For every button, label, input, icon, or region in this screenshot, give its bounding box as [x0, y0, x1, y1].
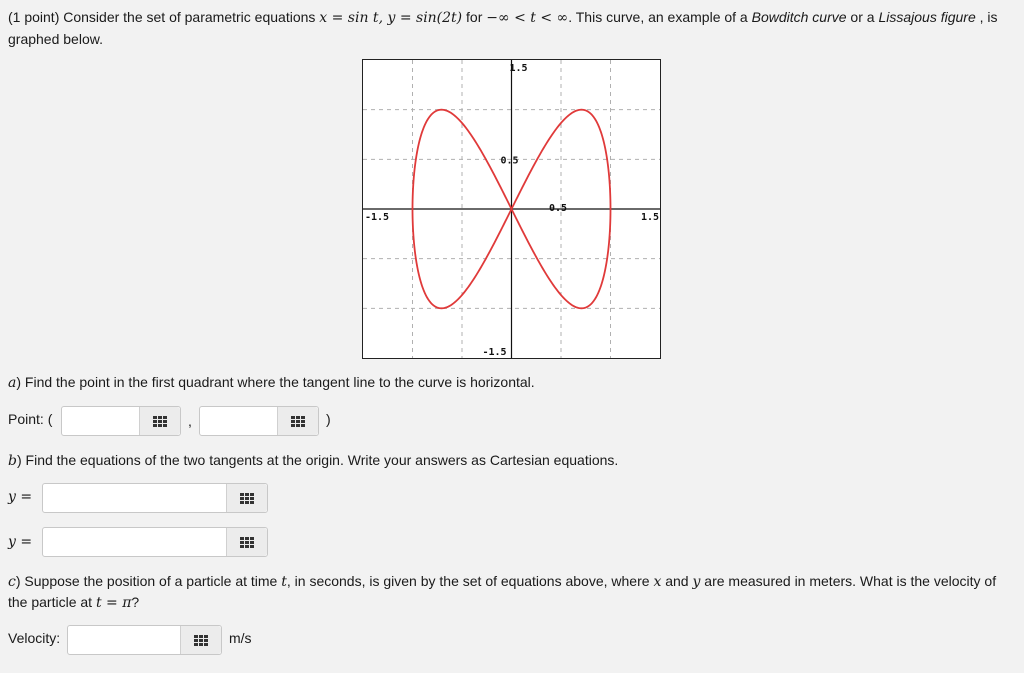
- velocity-input[interactable]: [67, 625, 222, 655]
- tick-label-y-bottom: -1.5: [482, 347, 507, 358]
- tangent2-label: y =: [8, 534, 33, 550]
- tick-label-x-half: 0.5: [549, 203, 568, 214]
- point-close-paren: ): [326, 411, 331, 427]
- tangent1-label: y =: [8, 489, 33, 505]
- intro-equations: x = sin t, y = sin(2t): [319, 10, 463, 26]
- point-y-input[interactable]: [199, 406, 319, 436]
- point-label: Point: (: [8, 411, 53, 427]
- intro-domain: −∞ < t < ∞: [486, 10, 569, 26]
- keyboard-icon[interactable]: [139, 407, 180, 435]
- part-c-question: c) Suppose the position of a particle at time t, in seconds, is given by the set of equations above, where x and y are measured in meters. What is the velocity of the particle at t = π?: [8, 573, 997, 611]
- problem-intro: (1 point) Consider the set of parametric equations x = sin t, y = sin(2t) for −∞ < t < ∞. This curve, an example of a Bowditch curve or a Lissajous figure , is graphed below.: [8, 9, 998, 47]
- point-comma: ,: [188, 413, 192, 429]
- velocity-unit: m/s: [229, 630, 252, 646]
- keyboard-icon[interactable]: [277, 407, 318, 435]
- graph-svg: [363, 60, 660, 358]
- tangent1-input[interactable]: [42, 483, 268, 513]
- tick-label-y-top: 1.5: [509, 63, 528, 74]
- point-x-input[interactable]: [61, 406, 181, 436]
- keyboard-icon[interactable]: [180, 626, 221, 654]
- keyboard-icon[interactable]: [226, 484, 267, 512]
- bowditch-term: Bowditch curve: [751, 9, 847, 25]
- tick-label-x-right: 1.5: [641, 212, 660, 223]
- keyboard-icon[interactable]: [226, 528, 267, 556]
- part-a-question: a) Find the point in the first quadrant where the tangent line to the curve is horizontal.: [8, 374, 535, 391]
- tick-label-x-left: -1.5: [365, 212, 390, 223]
- tick-label-y-half: 0.5: [500, 155, 519, 167]
- part-b-question: b) Find the equations of the two tangents at the origin. Write your answers as Cartesian equations.: [8, 452, 619, 469]
- tangent2-input[interactable]: [42, 527, 268, 557]
- lissajous-term: Lissajous figure: [878, 9, 976, 25]
- velocity-label: Velocity:: [8, 630, 61, 646]
- curve-graph: [362, 59, 661, 359]
